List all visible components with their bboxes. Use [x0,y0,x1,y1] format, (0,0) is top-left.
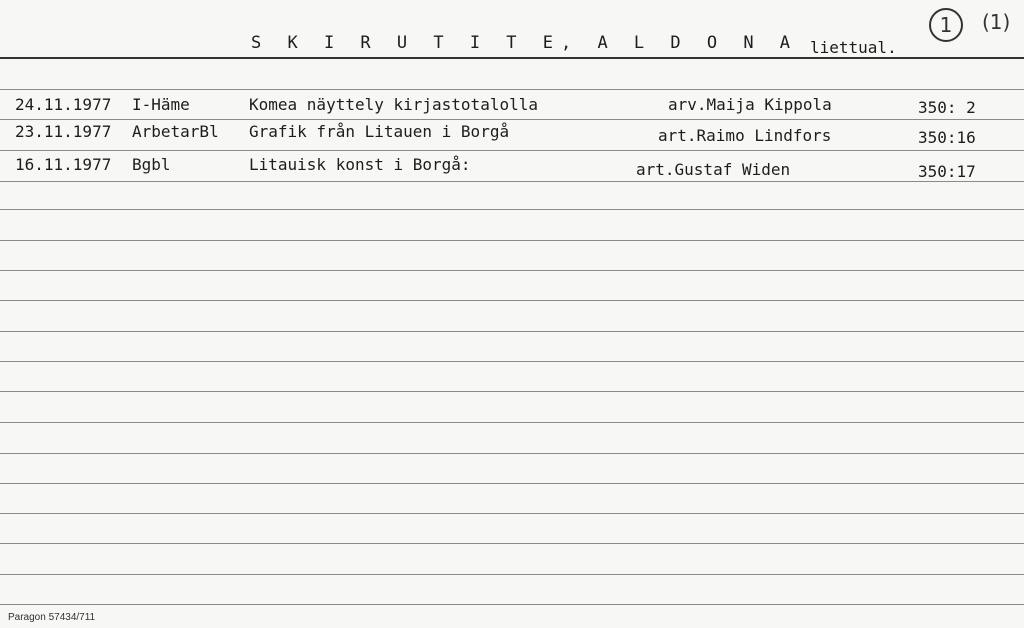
ruled-line [0,181,1024,182]
entry-row [0,122,1024,146]
ruled-line [0,119,1024,120]
ruled-line [0,361,1024,362]
ruled-line [0,270,1024,271]
ruled-line [0,209,1024,210]
entry-title: Litauisk konst i Borgå: [249,155,471,174]
ruled-line [0,240,1024,241]
ruled-line [0,150,1024,151]
entry-title: Komea näyttely kirjastotalolla [249,95,538,114]
entry-ref: 350:17 [918,162,976,181]
entry-title: Grafik från Litauen i Borgå [249,122,510,141]
entry-ref: 350: 2 [918,98,976,117]
ruled-line [0,543,1024,544]
entry-author: art.Raimo Lindfors [658,126,832,145]
parenthesized-number-mark: (1) [982,10,1011,34]
entry-source: Bgbl [132,155,171,174]
entry-ref: 350:16 [918,128,976,147]
ruled-line [0,453,1024,454]
entry-date: 23.11.1977 [15,122,112,141]
ruled-line [0,574,1024,575]
entry-author: art.Gustaf Widen [636,160,791,179]
card-title-name: S K I R U T I T E, A L D O N A [251,33,799,53]
language-note: liettual. [810,38,897,57]
entry-row [0,95,1024,119]
circled-number-mark: 1 [929,8,963,42]
ruled-line [0,89,1024,90]
entry-row [0,155,1024,179]
entry-source: ArbetarBl [132,122,219,141]
ruled-line [0,513,1024,514]
ruled-line [0,483,1024,484]
printer-imprint: Paragon 57434/711 [8,612,96,623]
ruled-line [0,300,1024,301]
entry-date: 16.11.1977 [15,155,112,174]
entry-source: I-Häme [132,95,190,114]
ruled-line [0,604,1024,605]
ruled-line [0,391,1024,392]
ruled-line [0,331,1024,332]
header-rule [0,57,1024,59]
ruled-line [0,422,1024,423]
entry-author: arv.Maija Kippola [668,95,832,114]
entry-date: 24.11.1977 [15,95,112,114]
